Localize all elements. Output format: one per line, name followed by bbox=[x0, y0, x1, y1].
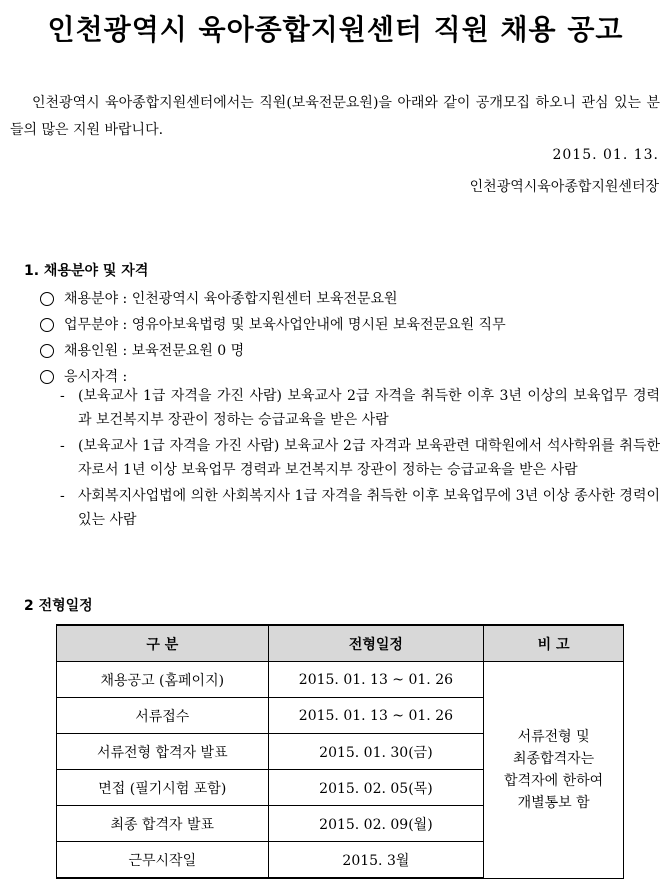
bullet-item bbox=[40, 338, 660, 364]
circle-bullet-icon bbox=[40, 292, 54, 306]
schedule-date: 2015. 01. 13 ~ 01. 26 bbox=[268, 662, 484, 698]
section-1-heading: 1. 채용분야 및 자격 bbox=[24, 263, 149, 279]
qualification-text: (보육교사 1급 자격을 가진 사람) 보육교사 2급 자격과 보육관련 대학원에서 석사학위를 취득한 자로서 1년 이상 보육업무 경력과 보건복지부 장관이 정하는 승급교육을 받은 사람 bbox=[78, 438, 660, 478]
qualification-text: (보육교사 1급 자격을 가진 사람) 보육교사 2급 자격을 취득한 이후 3년 이상의 보육업무 경력과 보건복지부 장관이 정하는 승급교육을 받은 사람 bbox=[78, 388, 660, 428]
schedule-item: 서류전형 합격자 발표 bbox=[57, 734, 269, 770]
remarks-line: 개별통보 함 bbox=[517, 794, 590, 811]
qualification-list bbox=[60, 384, 660, 534]
column-header-schedule: 전형일정 bbox=[268, 625, 484, 662]
bullet-text: 응시자격 : bbox=[64, 369, 128, 385]
remarks-line: 서류전형 및 bbox=[517, 728, 590, 745]
schedule-date: 2015. 02. 09(월) bbox=[268, 806, 484, 842]
table-header-row bbox=[57, 625, 624, 662]
bullet-text: 채용인원 : 보육전문요원 0 명 bbox=[64, 343, 245, 359]
bullet-item bbox=[40, 312, 660, 338]
schedule-table bbox=[56, 624, 624, 879]
schedule-date: 2015. 3월 bbox=[268, 842, 484, 879]
schedule-date: 2015. 02. 05(목) bbox=[268, 770, 484, 806]
document-title: 인천광역시 육아종합지원센터 직원 채용 공고 bbox=[47, 13, 624, 46]
intro-paragraph: 인천광역시 육아종합지원센터에서는 직원(보육전문요원)을 아래와 같이 공개모집 하오니 관심 있는 분들의 많은 지원 바랍니다. bbox=[10, 95, 660, 138]
schedule-item: 최종 합격자 발표 bbox=[57, 806, 269, 842]
circle-bullet-icon bbox=[40, 344, 54, 358]
remarks-cell bbox=[484, 662, 624, 879]
qualification-text: 사회복지사업법에 의한 사회복지사 1급 자격을 취득한 이후 보육업무에 3년 이상 종사한 경력이 있는 사람 bbox=[78, 488, 660, 528]
circle-bullet-icon bbox=[40, 370, 54, 384]
remarks-line: 합격자에 한하여 bbox=[504, 772, 604, 789]
notice-date: 2015. 01. 13. bbox=[552, 147, 659, 163]
bullet-text: 채용분야 : 인천광역시 육아종합지원센터 보육전문요원 bbox=[64, 291, 398, 307]
dash-marker: - bbox=[60, 488, 65, 504]
qualification-item bbox=[60, 384, 660, 432]
qualification-item bbox=[60, 484, 660, 532]
schedule-date: 2015. 01. 13 ~ 01. 26 bbox=[268, 698, 484, 734]
qualification-item bbox=[60, 434, 660, 482]
remarks-line: 최종합격자는 bbox=[513, 750, 595, 767]
issuing-organization: 인천광역시육아종합지원센터장 bbox=[469, 179, 659, 195]
column-header-category: 구 분 bbox=[57, 625, 269, 662]
schedule-item: 서류접수 bbox=[57, 698, 269, 734]
schedule-item: 근무시작일 bbox=[57, 842, 269, 879]
dash-marker: - bbox=[60, 438, 65, 454]
table-row bbox=[57, 662, 624, 698]
bullet-item bbox=[40, 286, 660, 312]
section-2-heading: 2 전형일정 bbox=[24, 598, 93, 614]
circle-bullet-icon bbox=[40, 318, 54, 332]
schedule-date: 2015. 01. 30(금) bbox=[268, 734, 484, 770]
dash-marker: - bbox=[60, 388, 65, 404]
recruitment-details-list bbox=[40, 286, 660, 390]
schedule-item: 채용공고 (홈페이지) bbox=[57, 662, 269, 698]
bullet-text: 업무분야 : 영유아보육법령 및 보육사업안내에 명시된 보육전문요원 직무 bbox=[64, 317, 506, 333]
column-header-remarks: 비 고 bbox=[484, 625, 624, 662]
schedule-item: 면접 (필기시험 포함) bbox=[57, 770, 269, 806]
